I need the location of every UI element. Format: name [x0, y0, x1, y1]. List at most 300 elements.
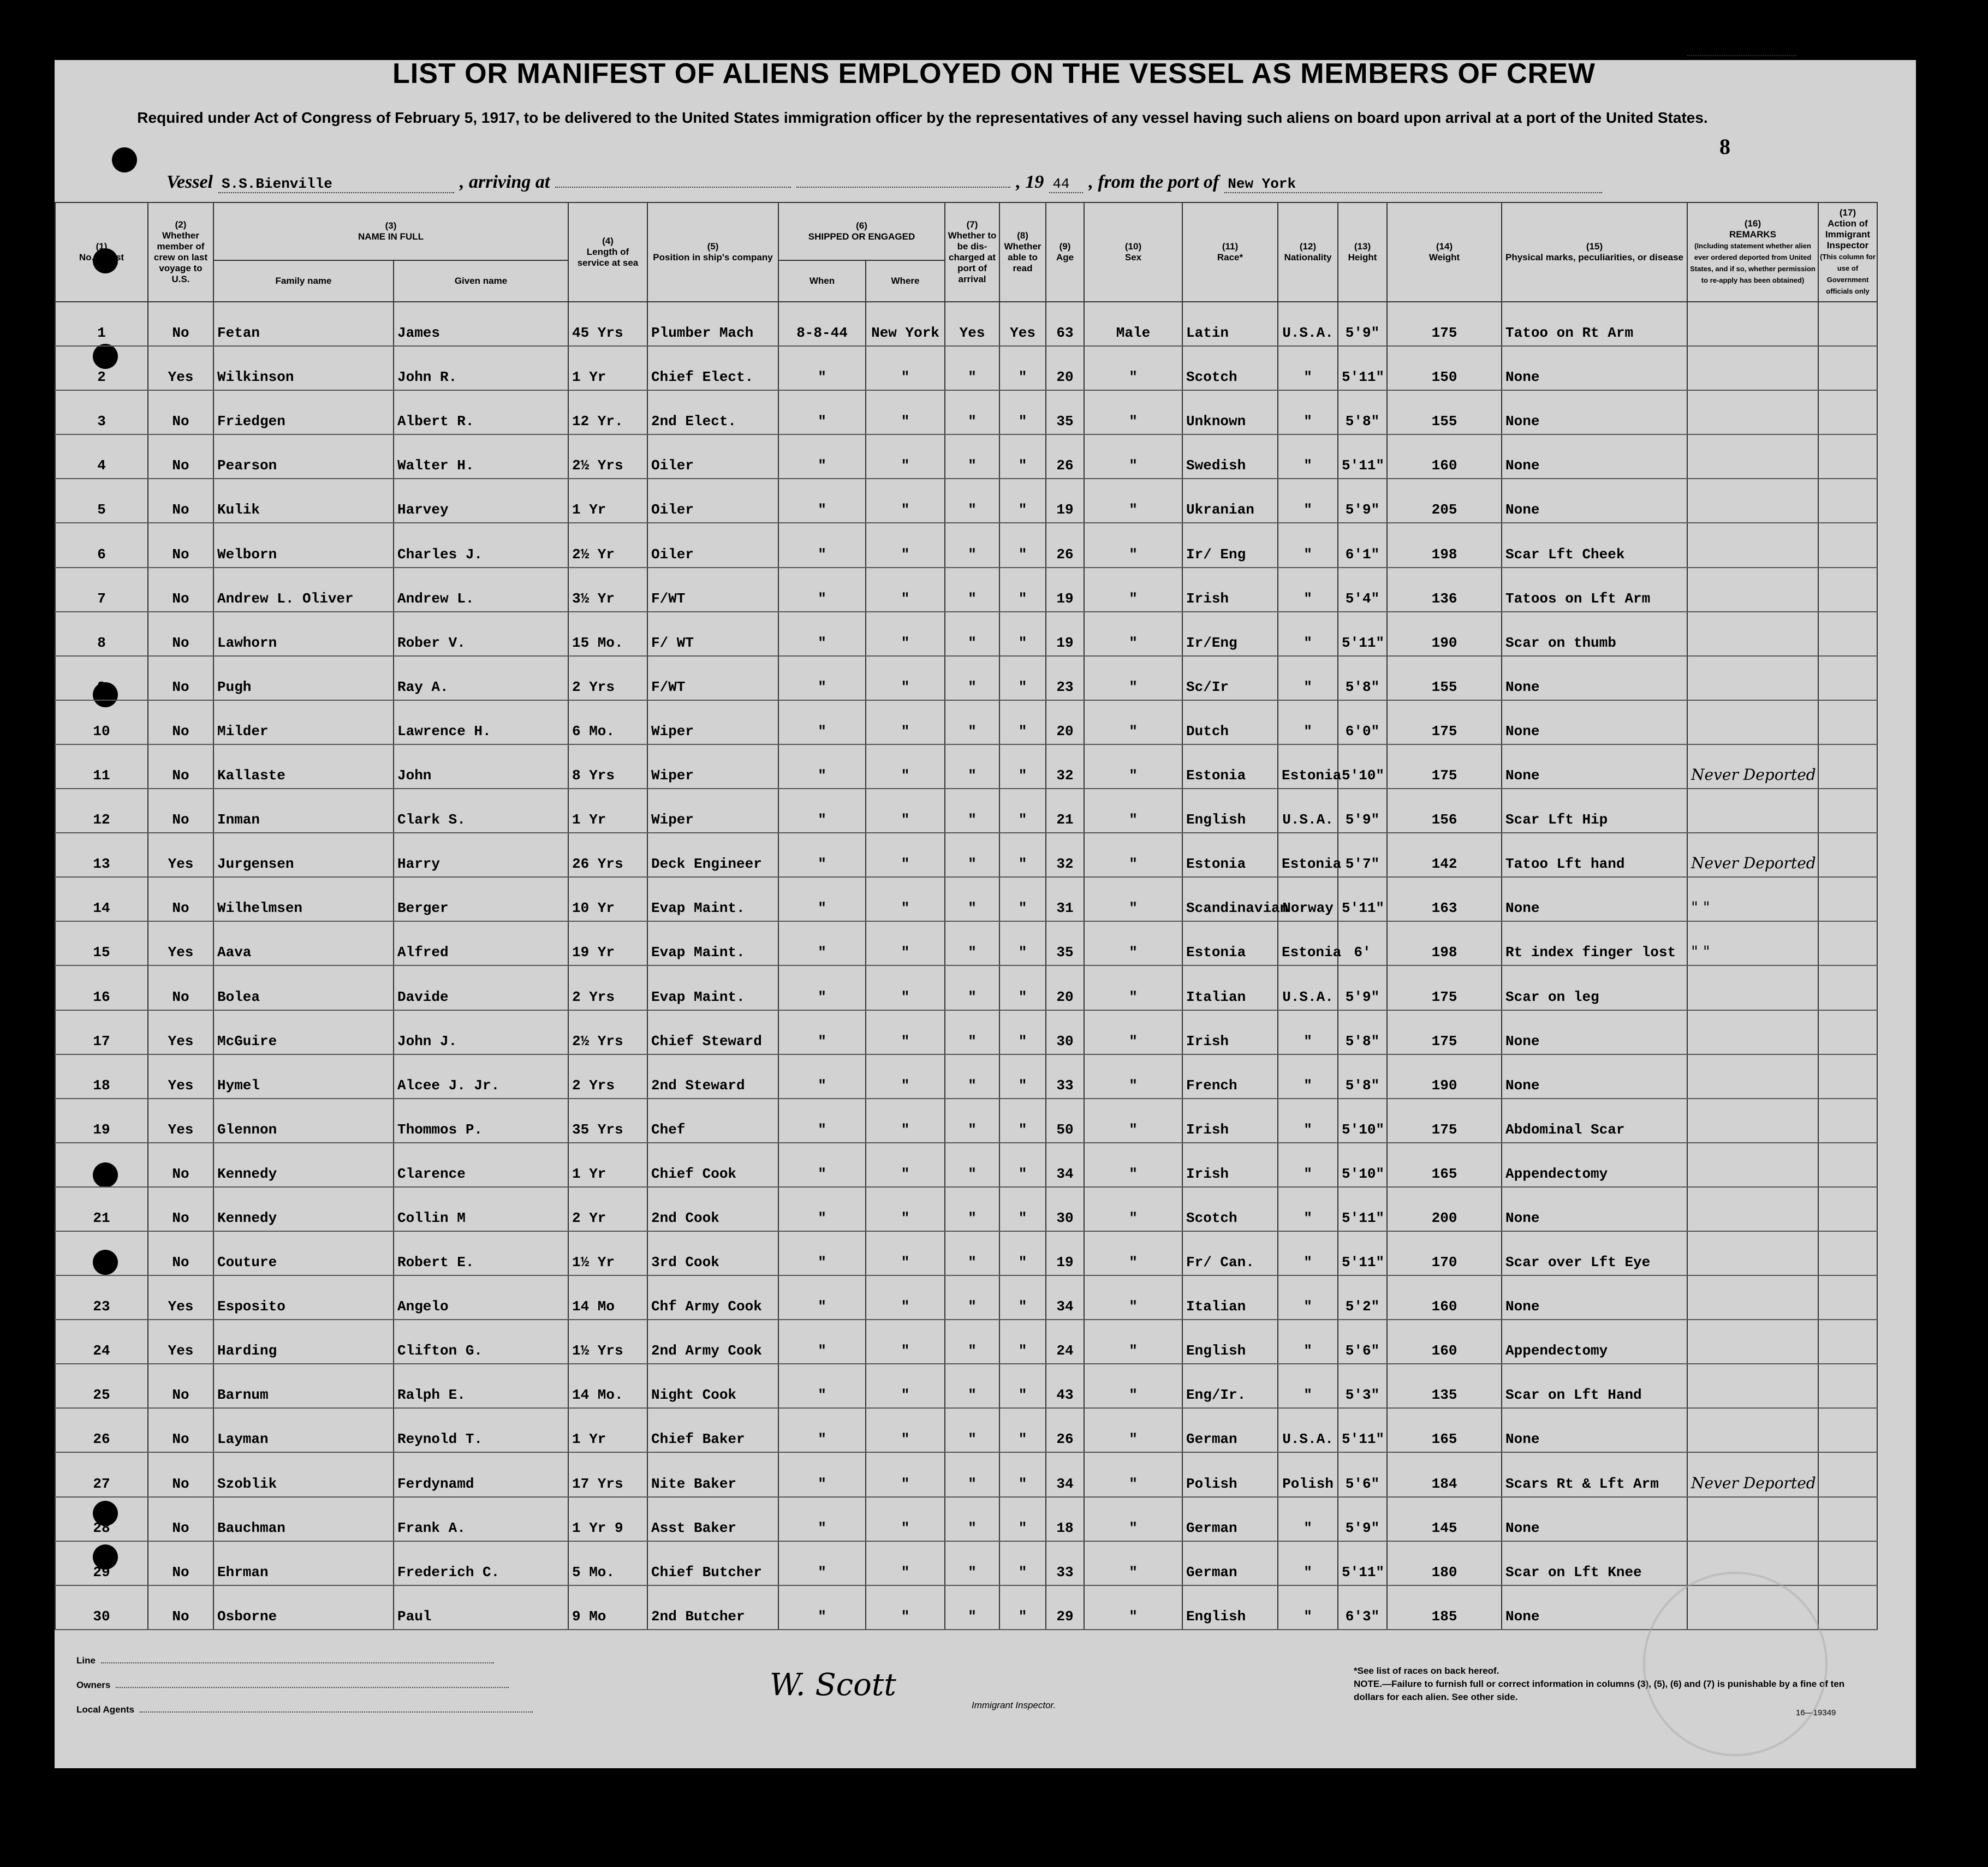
cell-length: 1 Yr: [568, 1143, 647, 1187]
cell-where: ": [866, 656, 945, 700]
cell-where: ": [866, 1275, 945, 1320]
cell-position: F/ WT: [647, 612, 778, 656]
cell-position: Nite Baker: [647, 1452, 778, 1496]
cell-where: ": [866, 1585, 945, 1630]
cell-family: Osborne: [213, 1585, 394, 1630]
cell-no: 19: [55, 1099, 148, 1143]
cell-position: Wiper: [647, 744, 778, 789]
cell-where: ": [866, 921, 945, 965]
inspector-signature: W. Scott: [770, 1667, 896, 1703]
cell-remarks: [1687, 1275, 1818, 1320]
cell-remarks: " ": [1687, 877, 1818, 921]
cell-length: 2 Yrs: [568, 1054, 647, 1099]
header-remarks: (16) REMARKS (Including statement whether alien ever ordered deported from United States, and if so, whether permission to re-apply has been obtained): [1687, 202, 1818, 302]
footnote: *See list of races on back hereof. NOTE.—Failure to furnish full or correct information in columns (3), (5), (6) and (7) is punishable by a fine of ten dollars for each alien. See other side.: [1354, 1666, 1845, 1702]
cell-remarks: [1687, 612, 1818, 656]
cell-member: No: [148, 1187, 213, 1231]
cell-where: ": [866, 1497, 945, 1541]
cell-given: Angelo: [394, 1275, 568, 1320]
cell-given: Frank A.: [394, 1497, 568, 1541]
crew-rows: [55, 302, 1877, 1630]
cell-when: ": [778, 1275, 866, 1320]
cell-read: ": [999, 1585, 1046, 1630]
cell-member: No: [148, 302, 213, 346]
cell-nat: ": [1278, 700, 1338, 744]
cell-when: ": [778, 921, 866, 965]
cell-given: Reynold T.: [394, 1408, 568, 1452]
cell-race: English: [1182, 789, 1278, 833]
cell-read: ": [999, 1275, 1046, 1320]
cell-position: Oiler: [647, 434, 778, 479]
cell-height: 6'3": [1338, 1585, 1387, 1630]
cell-height: 5'11": [1338, 612, 1387, 656]
table-row: [55, 1497, 1877, 1541]
cell-member: No: [148, 1364, 213, 1408]
cell-when: ": [778, 390, 866, 434]
cell-nat: ": [1278, 346, 1338, 390]
cell-length: 9 Mo: [568, 1585, 647, 1630]
cell-length: 2½ Yrs: [568, 434, 647, 479]
cell-read: ": [999, 700, 1046, 744]
cell-action: [1818, 434, 1877, 479]
cell-age: 20: [1046, 965, 1084, 1010]
header-discharged: (7) Whether to be dis-charged at port of arrival: [945, 202, 999, 302]
cell-position: Oiler: [647, 479, 778, 523]
cell-where: ": [866, 612, 945, 656]
cell-sex: ": [1084, 1054, 1182, 1099]
cell-remarks: [1687, 789, 1818, 833]
cell-when: ": [778, 479, 866, 523]
cell-no: 22: [55, 1231, 148, 1275]
cell-family: Welborn: [213, 523, 394, 567]
cell-position: 2nd Cook: [647, 1187, 778, 1231]
cell-when: ": [778, 346, 866, 390]
cell-where: ": [866, 523, 945, 567]
cell-where: New York: [866, 302, 945, 346]
cell-no: 9: [55, 656, 148, 700]
cell-position: Deck Engineer: [647, 833, 778, 877]
cell-race: Polish: [1182, 1452, 1278, 1496]
cell-disch: ": [945, 921, 999, 965]
cell-where: ": [866, 744, 945, 789]
cell-age: 35: [1046, 921, 1084, 965]
cell-age: 18: [1046, 1497, 1084, 1541]
cell-marks: None: [1502, 877, 1687, 921]
cell-remarks: [1687, 434, 1818, 479]
cell-where: ": [866, 1054, 945, 1099]
cell-marks: Scars Rt & Lft Arm: [1502, 1452, 1687, 1496]
cell-weight: 198: [1387, 523, 1502, 567]
cell-weight: 155: [1387, 390, 1502, 434]
cell-height: 5'6": [1338, 1320, 1387, 1364]
cell-length: 17 Yrs: [568, 1452, 647, 1496]
cell-race: Eng/Ir.: [1182, 1364, 1278, 1408]
cell-where: ": [866, 700, 945, 744]
cell-disch: ": [945, 744, 999, 789]
cell-age: 34: [1046, 1275, 1084, 1320]
cell-nat: ": [1278, 479, 1338, 523]
cell-marks: Scar on Lft Knee: [1502, 1541, 1687, 1585]
cell-age: 31: [1046, 877, 1084, 921]
cell-given: Paul: [394, 1585, 568, 1630]
cell-age: 32: [1046, 833, 1084, 877]
cell-action: [1818, 1275, 1877, 1320]
cell-age: 34: [1046, 1143, 1084, 1187]
cell-sex: ": [1084, 479, 1182, 523]
cell-nat: Estonia: [1278, 921, 1338, 965]
printer-line: Form 136—Printed in U.S.A. and Sold by Uns & Co., New York U 7318: [742, 27, 999, 37]
cell-action: [1818, 346, 1877, 390]
cell-disch: ": [945, 700, 999, 744]
cell-marks: None: [1502, 1010, 1687, 1054]
cell-given: Harry: [394, 833, 568, 877]
cell-position: Evap Maint.: [647, 877, 778, 921]
cell-where: ": [866, 568, 945, 612]
cell-sex: ": [1084, 1408, 1182, 1452]
cell-race: Dutch: [1182, 700, 1278, 744]
cell-remarks: [1687, 479, 1818, 523]
cell-member: No: [148, 656, 213, 700]
header-name: (3) NAME IN FULL: [213, 202, 568, 260]
cell-no: 23: [55, 1275, 148, 1320]
cell-member: Yes: [148, 346, 213, 390]
header-given: Given name: [394, 260, 568, 302]
cell-position: 2nd Steward: [647, 1054, 778, 1099]
cell-race: Scotch: [1182, 346, 1278, 390]
cell-position: F/WT: [647, 568, 778, 612]
cell-sex: ": [1084, 390, 1182, 434]
cell-weight: 175: [1387, 1010, 1502, 1054]
cell-read: ": [999, 1541, 1046, 1585]
table-row: [55, 1143, 1877, 1187]
cell-action: [1818, 1231, 1877, 1275]
cell-weight: 165: [1387, 1408, 1502, 1452]
cell-marks: Appendectomy: [1502, 1320, 1687, 1364]
official-seal: [1643, 1572, 1828, 1756]
cell-position: Chief Butcher: [647, 1541, 778, 1585]
cell-given: Alfred: [394, 921, 568, 965]
table-row: [55, 965, 1877, 1010]
cell-weight: 175: [1387, 744, 1502, 789]
cell-disch: ": [945, 1010, 999, 1054]
cell-weight: 185: [1387, 1585, 1502, 1630]
cell-remarks: Never Deported: [1687, 1452, 1818, 1496]
cell-member: No: [148, 390, 213, 434]
cell-nat: Estonia: [1278, 833, 1338, 877]
cell-remarks: [1687, 302, 1818, 346]
cell-given: Alcee J. Jr.: [394, 1054, 568, 1099]
cell-race: Latin: [1182, 302, 1278, 346]
cell-given: John J.: [394, 1010, 568, 1054]
cell-read: ": [999, 1320, 1046, 1364]
cell-where: ": [866, 390, 945, 434]
cell-position: Chief Baker: [647, 1408, 778, 1452]
cell-member: No: [148, 877, 213, 921]
cell-member: No: [148, 1452, 213, 1496]
cell-remarks: [1687, 346, 1818, 390]
cell-nat: ": [1278, 1585, 1338, 1630]
cell-remarks: [1687, 1187, 1818, 1231]
cell-remarks: [1687, 1320, 1818, 1364]
cell-member: Yes: [148, 1099, 213, 1143]
cell-length: 14 Mo.: [568, 1364, 647, 1408]
cell-action: [1818, 1408, 1877, 1452]
cell-remarks: [1687, 523, 1818, 567]
cell-disch: ": [945, 1143, 999, 1187]
document-title: LIST OR MANIFEST OF ALIENS EMPLOYED ON THE VESSEL AS MEMBERS OF CREW: [392, 58, 1596, 90]
cell-weight: 155: [1387, 656, 1502, 700]
cell-disch: ": [945, 1054, 999, 1099]
cell-age: 29: [1046, 1585, 1084, 1630]
table-row: [55, 1585, 1877, 1630]
cell-length: 12 Yr.: [568, 390, 647, 434]
departure-port: New York: [1224, 176, 1602, 193]
cell-position: Oiler: [647, 523, 778, 567]
cell-weight: 198: [1387, 921, 1502, 965]
cell-race: Irish: [1182, 1099, 1278, 1143]
cell-length: 1½ Yr: [568, 1231, 647, 1275]
cell-when: ": [778, 568, 866, 612]
table-row: [55, 1320, 1877, 1364]
cell-race: Scotch: [1182, 1187, 1278, 1231]
header-length: (4) Length of service at sea: [568, 202, 647, 302]
cell-age: 26: [1046, 523, 1084, 567]
cell-family: Ehrman: [213, 1541, 394, 1585]
cell-marks: None: [1502, 1408, 1687, 1452]
cell-disch: ": [945, 1275, 999, 1320]
cell-disch: ": [945, 568, 999, 612]
cell-disch: ": [945, 1099, 999, 1143]
cell-weight: 184: [1387, 1452, 1502, 1496]
cell-nat: ": [1278, 568, 1338, 612]
cell-nat: ": [1278, 1099, 1338, 1143]
cell-when: ": [778, 1320, 866, 1364]
header-marks: (15) Physical marks, peculiarities, or disease: [1502, 202, 1687, 302]
cell-height: 5'11": [1338, 1187, 1387, 1231]
cell-nat: ": [1278, 1143, 1338, 1187]
cell-remarks: [1687, 656, 1818, 700]
header-height: (13) Height: [1338, 202, 1387, 302]
cell-marks: None: [1502, 744, 1687, 789]
cell-given: Ray A.: [394, 656, 568, 700]
cell-nat: ": [1278, 656, 1338, 700]
cell-family: Wilkinson: [213, 346, 394, 390]
cell-sex: ": [1084, 1320, 1182, 1364]
cell-family: Bolea: [213, 965, 394, 1010]
cell-height: 5'8": [1338, 1010, 1387, 1054]
cell-no: 21: [55, 1187, 148, 1231]
cell-no: 29: [55, 1541, 148, 1585]
cell-when: ": [778, 1143, 866, 1187]
cell-race: French: [1182, 1054, 1278, 1099]
cell-read: ": [999, 568, 1046, 612]
cell-height: 5'10": [1338, 1143, 1387, 1187]
cell-no: 12: [55, 789, 148, 833]
cell-height: 5'6": [1338, 1452, 1387, 1496]
cell-disch: ": [945, 1231, 999, 1275]
cell-remarks: [1687, 1010, 1818, 1054]
cell-action: [1818, 302, 1877, 346]
cell-disch: ": [945, 346, 999, 390]
cell-marks: None: [1502, 346, 1687, 390]
cell-weight: 135: [1387, 1364, 1502, 1408]
cell-weight: 205: [1387, 479, 1502, 523]
cell-family: Kallaste: [213, 744, 394, 789]
cell-nat: ": [1278, 434, 1338, 479]
cell-sex: ": [1084, 1275, 1182, 1320]
cell-weight: 150: [1387, 346, 1502, 390]
cell-sex: ": [1084, 346, 1182, 390]
cell-race: Ir/Eng: [1182, 612, 1278, 656]
cell-action: [1818, 1320, 1877, 1364]
cell-sex: ": [1084, 1143, 1182, 1187]
cell-family: Glennon: [213, 1099, 394, 1143]
cell-where: ": [866, 833, 945, 877]
cell-no: 14: [55, 877, 148, 921]
cell-where: ": [866, 1320, 945, 1364]
cell-marks: None: [1502, 390, 1687, 434]
cell-disch: ": [945, 434, 999, 479]
header-weight: (14) Weight: [1387, 202, 1502, 302]
cell-member: No: [148, 1408, 213, 1452]
arrival-port: [555, 187, 791, 188]
cell-action: [1818, 1187, 1877, 1231]
table-row: [55, 479, 1877, 523]
cell-age: 24: [1046, 1320, 1084, 1364]
cell-no: 26: [55, 1408, 148, 1452]
cell-given: Charles J.: [394, 523, 568, 567]
cell-remarks: Never Deported: [1687, 744, 1818, 789]
cell-race: German: [1182, 1497, 1278, 1541]
table-row: [55, 921, 1877, 965]
cell-action: [1818, 479, 1877, 523]
cell-weight: 165: [1387, 1143, 1502, 1187]
cell-member: No: [148, 744, 213, 789]
cell-read: ": [999, 1099, 1046, 1143]
cell-no: 24: [55, 1320, 148, 1364]
table-row: [55, 877, 1877, 921]
cell-family: Szoblik: [213, 1452, 394, 1496]
cell-where: ": [866, 479, 945, 523]
cell-length: 2 Yrs: [568, 965, 647, 1010]
cell-weight: 175: [1387, 700, 1502, 744]
cell-no: 7: [55, 568, 148, 612]
cell-disch: ": [945, 789, 999, 833]
cell-when: ": [778, 1054, 866, 1099]
cell-no: 20: [55, 1143, 148, 1187]
cell-sex: ": [1084, 877, 1182, 921]
cell-family: Friedgen: [213, 390, 394, 434]
cell-age: 23: [1046, 656, 1084, 700]
cell-no: 1: [55, 302, 148, 346]
cell-read: ": [999, 789, 1046, 833]
cell-read: ": [999, 523, 1046, 567]
cell-read: ": [999, 1497, 1046, 1541]
cell-given: Lawrence H.: [394, 700, 568, 744]
cell-read: ": [999, 1187, 1046, 1231]
cell-length: 1 Yr: [568, 789, 647, 833]
cell-action: [1818, 1143, 1877, 1187]
cell-given: Ferdynamd: [394, 1452, 568, 1496]
table-row: [55, 1364, 1877, 1408]
vessel-line: Vessel S.S.Bienville , arriving at , 19 44 , from the port of New York: [166, 172, 1602, 193]
cell-marks: Scar on leg: [1502, 965, 1687, 1010]
cell-given: Clifton G.: [394, 1320, 568, 1364]
cell-action: [1818, 700, 1877, 744]
cell-when: ": [778, 1010, 866, 1054]
cell-no: 25: [55, 1364, 148, 1408]
cell-no: 28: [55, 1497, 148, 1541]
cell-when: ": [778, 744, 866, 789]
cell-race: Italian: [1182, 1275, 1278, 1320]
cell-sex: ": [1084, 700, 1182, 744]
cell-read: ": [999, 346, 1046, 390]
cell-read: ": [999, 744, 1046, 789]
cell-weight: 142: [1387, 833, 1502, 877]
cell-sex: ": [1084, 789, 1182, 833]
cell-length: 26 Yrs: [568, 833, 647, 877]
cell-length: 1½ Yrs: [568, 1320, 647, 1364]
cell-member: No: [148, 1541, 213, 1585]
cell-when: ": [778, 434, 866, 479]
cell-where: ": [866, 1143, 945, 1187]
cell-marks: Scar over Lft Eye: [1502, 1231, 1687, 1275]
cell-where: ": [866, 1364, 945, 1408]
cell-nat: U.S.A.: [1278, 789, 1338, 833]
cell-member: Yes: [148, 833, 213, 877]
cell-weight: 190: [1387, 1054, 1502, 1099]
cell-action: [1818, 877, 1877, 921]
table-row: [55, 612, 1877, 656]
cell-where: ": [866, 1452, 945, 1496]
header-when: When: [778, 260, 866, 302]
cell-height: 5'9": [1338, 965, 1387, 1010]
cell-read: ": [999, 1054, 1046, 1099]
cell-read: ": [999, 1143, 1046, 1187]
cell-height: 5'8": [1338, 1054, 1387, 1099]
cell-family: Jurgensen: [213, 833, 394, 877]
sheet-number: 8: [1719, 134, 1730, 159]
cell-height: 5'9": [1338, 302, 1387, 346]
cell-action: [1818, 523, 1877, 567]
cell-age: 21: [1046, 789, 1084, 833]
cell-no: 16: [55, 965, 148, 1010]
header-nationality: (12) Nationality: [1278, 202, 1338, 302]
table-row: [55, 523, 1877, 567]
cell-family: Andrew L. Oliver: [213, 568, 394, 612]
cell-member: No: [148, 789, 213, 833]
cell-read: ": [999, 434, 1046, 479]
cell-age: 34: [1046, 1452, 1084, 1496]
cell-length: 15 Mo.: [568, 612, 647, 656]
cell-when: ": [778, 965, 866, 1010]
cell-no: 4: [55, 434, 148, 479]
cell-nat: ": [1278, 1320, 1338, 1364]
cell-nat: U.S.A.: [1278, 302, 1338, 346]
cell-action: [1818, 833, 1877, 877]
cell-sex: ": [1084, 434, 1182, 479]
cell-remarks: [1687, 1054, 1818, 1099]
cell-disch: ": [945, 1541, 999, 1585]
cell-sex: ": [1084, 833, 1182, 877]
cell-disch: ": [945, 1320, 999, 1364]
cell-sex: ": [1084, 568, 1182, 612]
cell-given: Clarence: [394, 1143, 568, 1187]
cell-action: [1818, 390, 1877, 434]
cell-disch: ": [945, 656, 999, 700]
cell-remarks: " ": [1687, 921, 1818, 965]
cell-height: 5'9": [1338, 789, 1387, 833]
